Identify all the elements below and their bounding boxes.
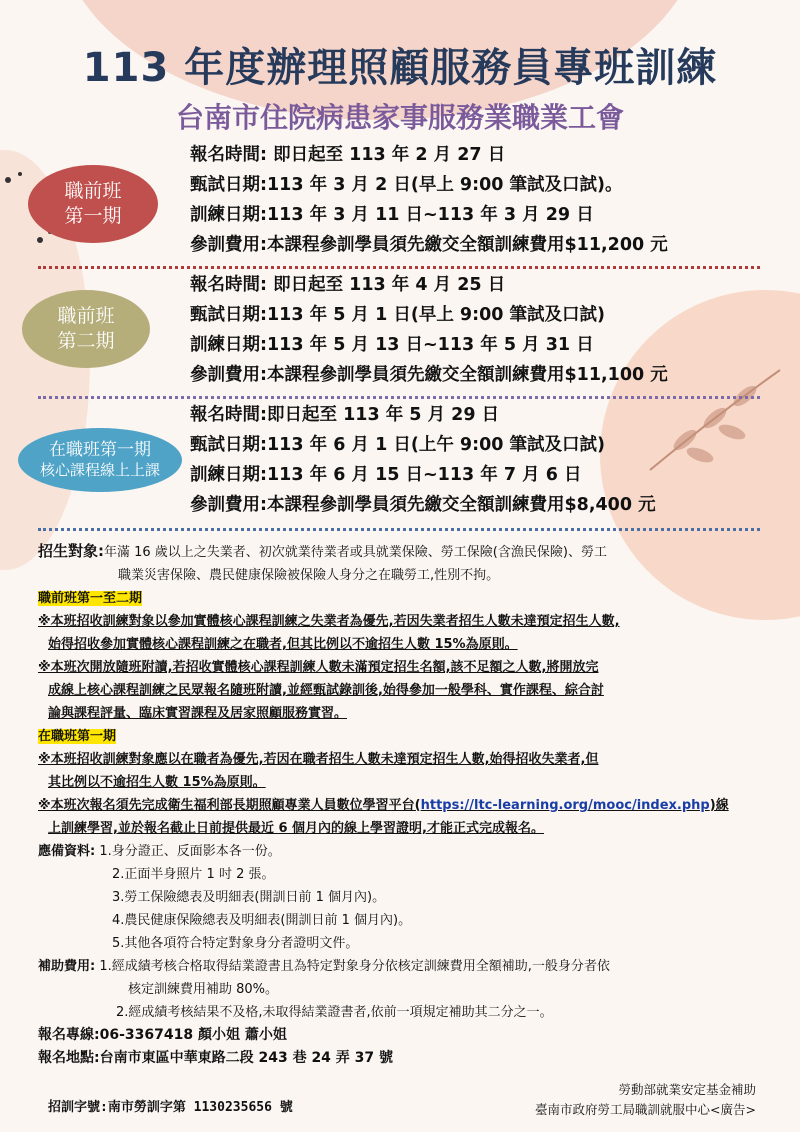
session-3-badge: [18, 428, 182, 492]
session-1-registration: 報名時間: 即日起至 113 年 2 月 27 日: [190, 145, 506, 165]
funding-line-2: 臺南市政府勞工局職訓就服中心<廣告>: [535, 1102, 756, 1117]
session-2-exam-date: 甄試日期:113 年 5 月 1 日(早上 9:00 筆試及口試): [190, 305, 606, 325]
note-4-suffix: )線: [709, 798, 729, 813]
subsidy-label: 補助費用:: [38, 959, 96, 974]
session-1-badge-line2: 第一期: [64, 205, 122, 227]
docs-item-1: 1.身分證正、反面影本各一份。: [99, 844, 281, 859]
note-1-line-1: ※本班招收訓練對象以參加實體核心課程訓練之失業者為優先,若因失業者招生人數未達預定招生人數,: [38, 614, 620, 629]
note-3-line-2: 其比例以不逾招生人數 15%為原則。: [48, 775, 266, 790]
session-3-badge-line2: 核心課程線上上課: [39, 461, 160, 480]
address: 報名地點:台南市東區中華東路二段 243 巷 24 弄 37 號: [38, 1050, 394, 1066]
session-1-details: [190, 140, 668, 260]
docs-item-1-row: [38, 840, 773, 863]
hotline: 報名專線:06-3367418 顏小姐 蕭小姐: [38, 1027, 287, 1043]
session-3-training-date: 訓練日期:113 年 6 月 15 日~113 年 7 月 6 日: [190, 465, 582, 485]
docs-item-3: 3.勞工保險總表及明細表(開訓日前 1 個月內)。: [112, 890, 386, 905]
organization-name: 台南市住院病患家事服務業職業工會: [175, 101, 624, 134]
subsidy-1-row: [38, 955, 773, 978]
session-1-exam-date: 甄試日期:113 年 3 月 2 日(早上 9:00 筆試及口試)。: [190, 175, 623, 195]
note-4-line-2: 上訓練學習,並於報名截止日前提供最近 6 個月內的線上學習證明,才能正式完成報名。: [48, 821, 544, 836]
section-in-service-label: 在職班第一期: [38, 729, 117, 744]
session-3-fee: 參訓費用:本課程參訓學員須先繳交全額訓練費用$8,400 元: [190, 495, 656, 515]
session-1-badge-line1: 職前班: [64, 180, 122, 203]
ltc-learning-link[interactable]: https://ltc-learning.org/mooc/index.php: [420, 798, 710, 813]
docs-item-4: 4.農民健康保險總表及明細表(開訓日前 1 個月內)。: [112, 913, 412, 928]
note-2-line-2: 成線上核心課程訓練之民眾報名隨班附讀,並經甄試錄訓後,始得參加一般學科、實作課程、綜合討: [48, 683, 604, 698]
details-section: [38, 540, 773, 1070]
session-2-badge-line1: 職前班: [57, 305, 115, 328]
docs-label: 應備資料:: [38, 844, 96, 859]
session-3-badge-line1: 在職班第一期: [49, 440, 151, 461]
training-permit-number: 招訓字號:南市勞訓字第 1130235656 號: [48, 1100, 293, 1115]
session-2-training-date: 訓練日期:113 年 5 月 13 日~113 年 5 月 31 日: [190, 335, 594, 355]
target-text-2: 職業災害保險、農民健康保險被保險人身分之在職勞工,性別不拘。: [118, 568, 500, 583]
subsidy-2: 2.經成績考核結果不及格,未取得結業證書者,依前一項規定補助其二分之一。: [116, 1005, 553, 1020]
note-4-line-1: [38, 794, 773, 817]
session-3-divider: [38, 528, 760, 531]
docs-item-5: 5.其他各項符合特定對象身分者證明文件。: [112, 936, 359, 951]
note-2-line-1: ※本班次開放隨班附讀,若招收實體核心課程訓練人數未滿預定招生名額,該不足額之人數,將開放完: [38, 660, 599, 675]
session-2-registration: 報名時間: 即日起至 113 年 4 月 25 日: [190, 275, 506, 295]
session-2-badge: [22, 290, 150, 368]
session-2-divider: [38, 396, 760, 399]
target-line-1: [38, 540, 773, 564]
subsidy-1-line-2: 核定訓練費用補助 80%。: [128, 982, 279, 997]
session-1-divider: [38, 266, 760, 269]
session-2-fee: 參訓費用:本課程參訓學員須先繳交全額訓練費用$11,100 元: [190, 365, 668, 385]
session-3-details: [190, 400, 656, 520]
target-label: 招生對象:: [38, 542, 104, 560]
funding-notice: [535, 1080, 756, 1120]
note-3-line-1: ※本班招收訓練對象應以在職者為優先,若因在職者招生人數未達預定招生人數,始得招收失業者,但: [38, 752, 599, 767]
docs-item-2: 2.正面半身照片 1 吋 2 張。: [112, 867, 275, 882]
session-2-badge-line2: 第二期: [57, 330, 115, 352]
session-3-registration: 報名時間:即日起至 113 年 5 月 29 日: [190, 405, 500, 425]
session-3-exam-date: 甄試日期:113 年 6 月 1 日(上午 9:00 筆試及口試): [190, 435, 606, 455]
funding-line-1: 勞動部就業安定基金補助: [618, 1082, 756, 1097]
session-2-details: [190, 270, 668, 390]
subsidy-1-line-1: 1.經成績考核合格取得結業證書且為特定對象身分依核定訓練費用全額補助,一般身分者依: [99, 959, 610, 974]
section-pre-employment-label: 職前班第一至二期: [38, 591, 143, 606]
note-1-line-2: 始得招收參加實體核心課程訓練之在職者,但其比例以不逾招生人數 15%為原則。: [48, 637, 518, 652]
note-2-line-3: 論與課程評量、臨床實習課程及居家照顧服務實習。: [48, 706, 348, 721]
target-text-1: 年滿 16 歲以上之失業者、初次就業待業者或具就業保險、勞工保險(含漁民保險)、勞工: [104, 545, 607, 560]
note-4-prefix: ※本班次報名須先完成衛生福利部長期照顧專業人員數位學習平台(: [38, 798, 421, 813]
session-1-badge: [28, 165, 158, 243]
session-1-fee: 參訓費用:本課程參訓學員須先繳交全額訓練費用$11,200 元: [190, 235, 668, 255]
session-1-training-date: 訓練日期:113 年 3 月 11 日~113 年 3 月 29 日: [190, 205, 594, 225]
page-title: 113 年度辦理照顧服務員專班訓練: [82, 45, 718, 91]
